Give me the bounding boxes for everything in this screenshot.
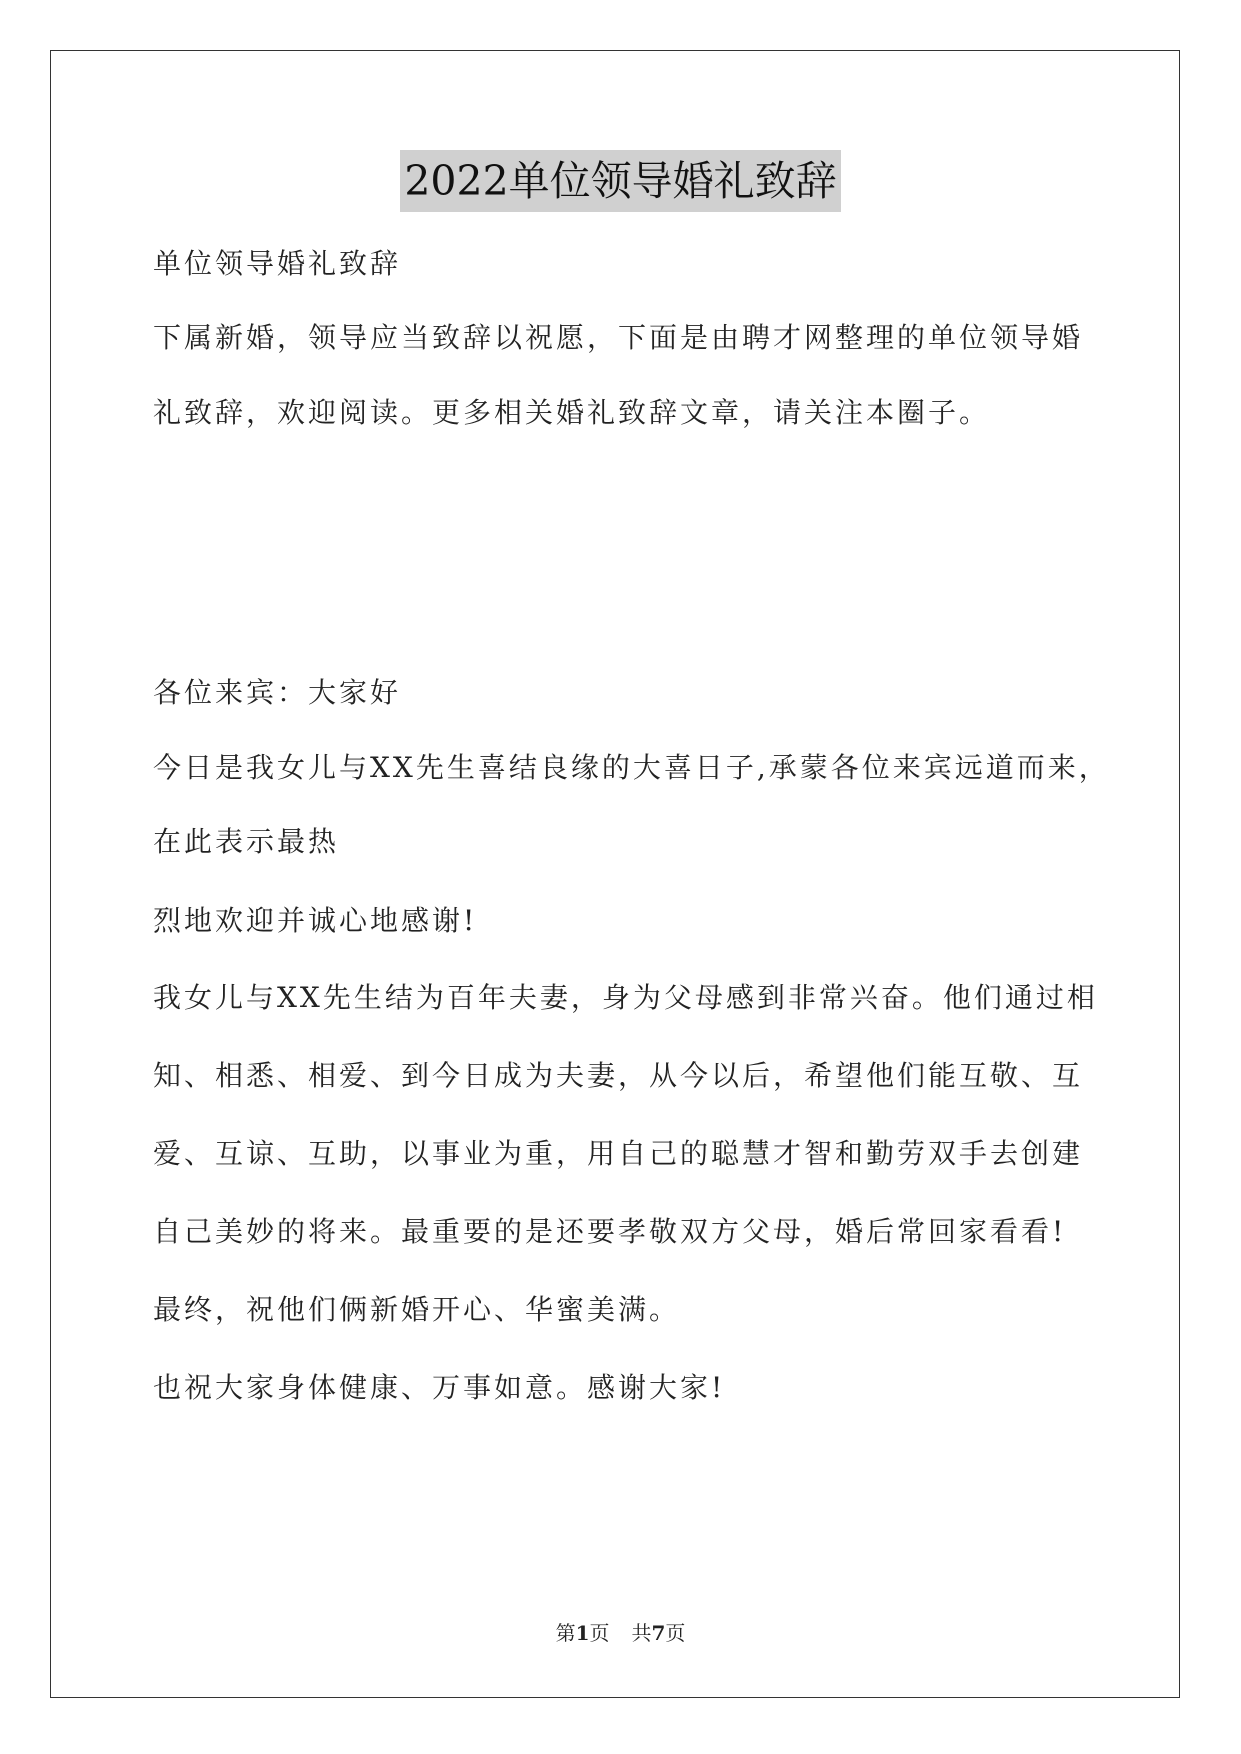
title-container <box>0 150 1241 212</box>
document-title: 2022单位领导婚礼致辞 <box>400 150 840 212</box>
paragraph-line: 礼致辞，欢迎阅读。更多相关婚礼致辞文章，请关注本圈子。 <box>153 396 991 429</box>
page-prefix: 第 <box>555 1621 576 1645</box>
paragraph-line: 也祝大家身体健康、万事如意。感谢大家! <box>153 1371 726 1404</box>
paragraph-line: 最终，祝他们俩新婚开心、华蜜美满。 <box>153 1293 681 1326</box>
paragraph-line: 我女儿与XX先生结为百年夫妻，身为父母感到非常兴奋。他们通过相 <box>153 981 1098 1014</box>
paragraph-line: 各位来宾：大家好 <box>153 676 402 709</box>
paragraph-line: 烈地欢迎并诚心地感谢! <box>153 904 478 937</box>
total-prefix: 共 <box>631 1621 652 1645</box>
paragraph-line: 在此表示最热 <box>153 825 340 858</box>
paragraph-line: 下属新婚，领导应当致辞以祝愿，下面是由聘才网整理的单位领导婚 <box>153 321 1084 354</box>
paragraph-line: 今日是我女儿与XX先生喜结良缘的大喜日子,承蒙各位来宾远道而来， <box>153 751 1110 784</box>
page-total: 7 <box>651 1621 666 1645</box>
total-suffix: 页 <box>665 1621 686 1645</box>
page-current: 1 <box>575 1621 590 1645</box>
paragraph-line: 知、相悉、相爱、到今日成为夫妻，从今以后，希望他们能互敬、互 <box>153 1059 1084 1092</box>
page-suffix: 页 <box>589 1621 610 1645</box>
paragraph-line: 自己美妙的将来。最重要的是还要孝敬双方父母，婚后常回家看看! <box>153 1215 1067 1248</box>
page-border <box>50 50 1180 1698</box>
paragraph-line: 单位领导婚礼致辞 <box>153 247 402 280</box>
page-footer <box>0 1620 1241 1646</box>
paragraph-line: 爱、互谅、互助，以事业为重，用自己的聪慧才智和勤劳双手去创建 <box>153 1137 1084 1170</box>
